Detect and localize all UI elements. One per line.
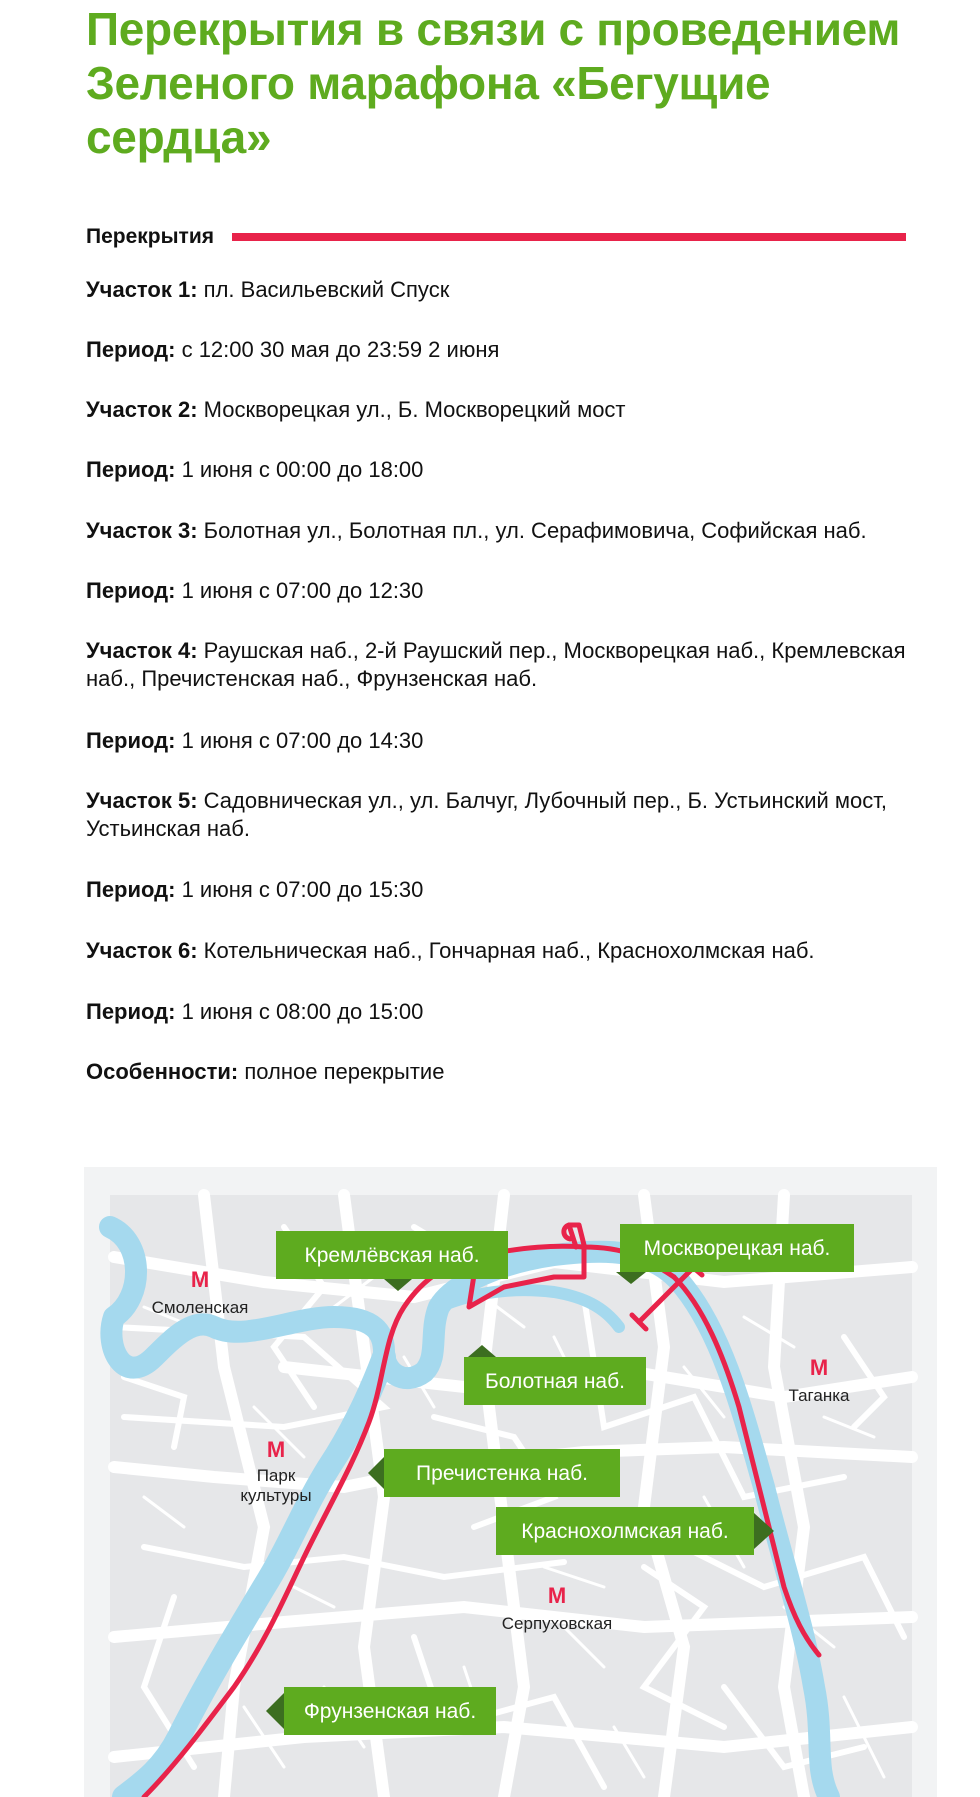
metro-label: Парк культуры	[240, 1466, 312, 1505]
closure-row	[86, 637, 916, 693]
callout-label: Москворецкая наб.	[643, 1237, 831, 1260]
row-value: 1 июня с 08:00 до 15:00	[181, 999, 424, 1024]
callout-label: Пречистенка наб.	[416, 1462, 588, 1485]
metro-icon: M	[190, 1267, 210, 1292]
section-header	[86, 222, 906, 252]
row-value: 1 июня с 07:00 до 15:30	[181, 877, 424, 902]
closure-row	[86, 456, 916, 484]
callout-label: Краснохолмская наб.	[521, 1520, 729, 1543]
page-title: Перекрытия в связи с проведением Зеленого марафона «Бегущие сердца»	[86, 3, 901, 163]
closure-row	[86, 276, 916, 304]
article	[60, 0, 920, 1797]
callout-label: Кремлёвская наб.	[304, 1244, 480, 1267]
closure-row	[86, 1058, 916, 1086]
row-value: Котельническая наб., Гончарная наб., Краснохолмская наб.	[203, 938, 815, 963]
row-key: Особенности:	[86, 1059, 239, 1084]
row-value: Москворецкая ул., Б. Москворецкий мост	[203, 397, 626, 422]
closure-row	[86, 396, 916, 424]
row-value: Раушская наб., 2-й Раушский пер., Москворецкая наб., Кремлевская наб., Пречистенская наб., Фрунзенская наб.	[86, 638, 906, 691]
metro-label: Смоленская	[151, 1298, 249, 1317]
row-value: полное перекрытие	[244, 1059, 445, 1084]
closure-row	[86, 787, 916, 843]
callout-label: Фрунзенская наб.	[303, 1700, 477, 1723]
row-key: Период:	[86, 728, 176, 753]
metro-icon: M	[809, 1355, 829, 1380]
row-value: 1 июня с 00:00 до 18:00	[181, 457, 424, 482]
metro-label: Серпуховская	[501, 1614, 613, 1633]
metro-label: Таганка	[788, 1386, 850, 1405]
callout-prechistenka	[368, 1449, 620, 1497]
row-key: Период:	[86, 578, 176, 603]
row-key: Участок 2:	[86, 397, 198, 422]
closure-row	[86, 998, 916, 1026]
closure-row	[86, 876, 916, 904]
row-key: Участок 4:	[86, 638, 198, 663]
row-value: 1 июня с 07:00 до 12:30	[181, 578, 424, 603]
closure-row	[86, 517, 916, 545]
section-divider	[232, 233, 906, 241]
closure-row	[86, 336, 916, 364]
row-key: Период:	[86, 877, 176, 902]
row-value: Садовническая ул., ул. Балчуг, Лубочный пер., Б. Устьинский мост, Устьинская наб.	[86, 788, 888, 841]
row-key: Период:	[86, 999, 176, 1024]
row-key: Участок 1:	[86, 277, 198, 302]
metro-icon: M	[266, 1437, 286, 1462]
closure-row	[86, 937, 916, 965]
closure-row	[86, 577, 916, 605]
row-key: Участок 3:	[86, 518, 198, 543]
metro-icon: M	[547, 1583, 567, 1608]
row-key: Участок 6:	[86, 938, 198, 963]
section-label: Перекрытия	[86, 225, 214, 248]
callout-frunzenskaya	[266, 1687, 496, 1735]
callout-krasnokholmskaya	[496, 1507, 774, 1555]
row-value: с 12:00 30 мая до 23:59 2 июня	[181, 337, 500, 362]
row-key: Период:	[86, 457, 176, 482]
row-key: Период:	[86, 337, 176, 362]
row-value: Болотная ул., Болотная пл., ул. Серафимовича, Софийская наб.	[203, 518, 867, 543]
row-key: Участок 5:	[86, 788, 198, 813]
row-value: 1 июня с 07:00 до 14:30	[181, 728, 424, 753]
row-value: пл. Васильевский Спуск	[203, 277, 450, 302]
route-map	[84, 1167, 937, 1797]
callout-label: Болотная наб.	[485, 1370, 625, 1393]
closure-row	[86, 727, 916, 755]
